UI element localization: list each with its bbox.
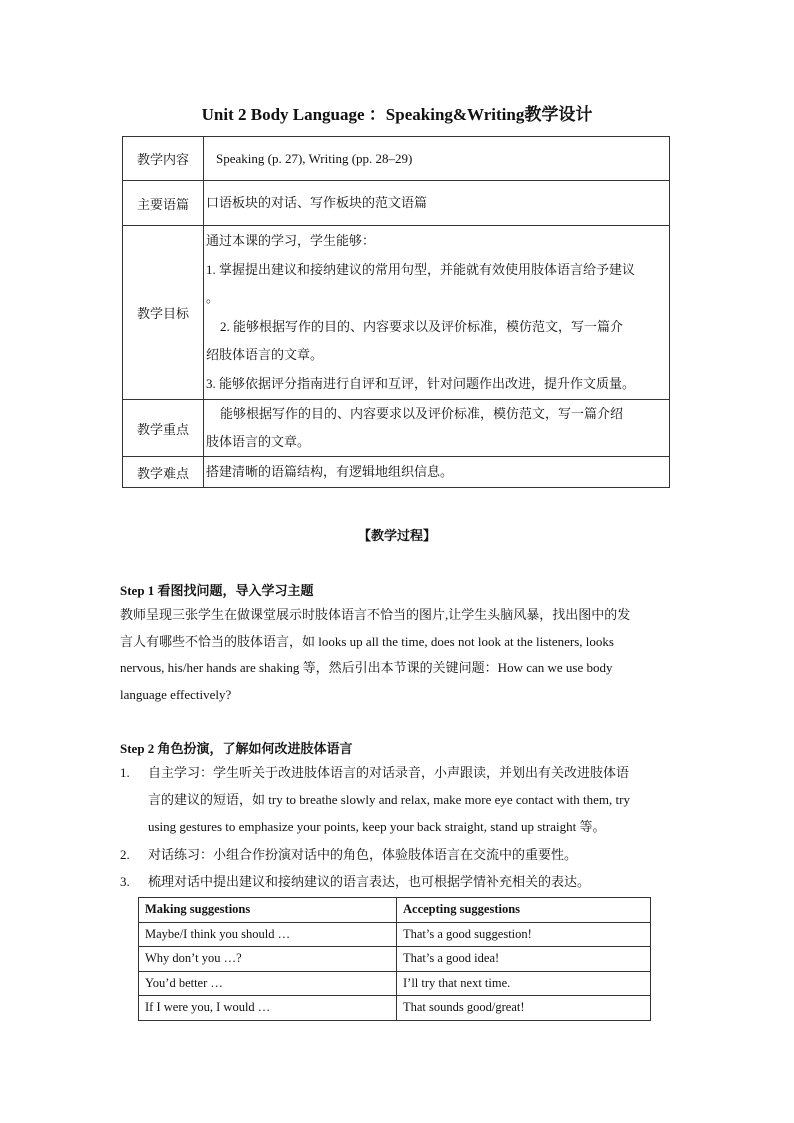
objectives-intro: 通过本课的学习，学生能够： (206, 233, 376, 248)
step2-item1-line2: 言的建议的短语，如 try to breathe slowly and relax, make more eye contact with them, try (148, 792, 630, 807)
content-text: Speaking (p. 27), Writing (pp. 28–29) (216, 150, 413, 166)
objective-1: 1. 掌握提出建议和接纳建议的常用句型，并能就有效使用肢体语言给予建议 (206, 261, 636, 277)
key-points-line2: 肢体语言的文章。 (206, 434, 311, 449)
key-points-value (204, 400, 670, 457)
accepting-cell: That’s a good idea! (397, 947, 651, 972)
step1-line3: nervous, his/her hands are shaking 等，然后引出本节课的关键问题：How can we use body (120, 660, 613, 675)
objective-3: 3. 能够依据评分指南进行自评和互评，针对问题作出改进，提升作文质量。 (206, 375, 636, 391)
content-value (204, 137, 670, 181)
step2-item2: 对话练习：小组合作扮演对话中的角色，体验肢体语言在交流中的重要性。 (148, 847, 578, 862)
header-accepting: Accepting suggestions (397, 898, 651, 923)
table-row (139, 971, 651, 996)
table-row (123, 181, 670, 226)
table-row (123, 457, 670, 488)
difficulties-label: 教学难点 (123, 457, 204, 488)
step2-item3-number: 3. (120, 874, 130, 889)
table-header-row (139, 898, 651, 923)
step1-title: Step 1 看图找问题，导入学习主题 (120, 583, 314, 598)
accepting-cell: That’s a good suggestion! (397, 922, 651, 947)
step1-paragraph (120, 602, 676, 708)
suggestions-table (138, 897, 651, 1021)
step1-line2: 言人有哪些不恰当的肢体语言，如 looks up all the time, does not look at the listeners, looks (120, 633, 614, 649)
step2-item2-number: 2. (120, 847, 130, 862)
step2-item1-number: 1. (120, 765, 130, 780)
making-cell: You’d better … (139, 971, 397, 996)
objective-2: 2. 能够根据写作的目的、内容要求以及评价标准，模仿范文，写一篇介 (220, 318, 624, 334)
objective-2-wrap: 绍肢体语言的文章。 (206, 347, 324, 362)
process-title: 【教学过程】 (357, 528, 436, 543)
lesson-info-table (122, 136, 670, 488)
table-row (123, 226, 670, 400)
objectives-label: 教学目标 (123, 226, 204, 400)
making-cell: Maybe/I think you should … (139, 922, 397, 947)
key-points-line1: 能够根据写作的目的、内容要求以及评价标准，模仿范文，写一篇介绍 (220, 406, 624, 421)
objectives-value (204, 226, 670, 400)
objective-1-wrap: 。 (206, 290, 220, 305)
step2-item1-line3: using gestures to emphasize your points, keep your back straight, stand up straight 等。 (148, 819, 606, 834)
content-label: 教学内容 (123, 137, 204, 181)
texts-value: 口语板块的对话、写作板块的范文语篇 (204, 181, 670, 226)
making-cell: Why don’t you …? (139, 947, 397, 972)
accepting-cell: I’ll try that next time. (397, 971, 651, 996)
table-row (139, 922, 651, 947)
accepting-cell: That sounds good/great! (397, 996, 651, 1021)
step1-line4: language effectively? (120, 686, 232, 702)
header-making: Making suggestions (139, 898, 397, 923)
step2-item1 (148, 759, 676, 840)
table-row (123, 137, 670, 181)
step2-title: Step 2 角色扮演，了解如何改进肢体语言 (120, 741, 353, 756)
key-points-label: 教学重点 (123, 400, 204, 457)
difficulties-value: 搭建清晰的语篇结构，有逻辑地组织信息。 (204, 457, 670, 488)
table-row (139, 996, 651, 1021)
table-row (123, 400, 670, 457)
texts-label: 主要语篇 (123, 181, 204, 226)
table-row (139, 947, 651, 972)
step1-line1: 教师呈现三张学生在做课堂展示时肢体语言不恰当的图片,让学生头脑风暴，找出图中的发 (120, 607, 631, 622)
step2-item3: 梳理对话中提出建议和接纳建议的语言表达，也可根据学情补充相关的表达。 (148, 874, 591, 889)
page-title: Unit 2 Body Language ：Speaking&Writing教学设计 (201, 105, 593, 124)
step2-item1-line1: 自主学习：学生听关于改进肢体语言的对话录音，小声跟读，并划出有关改进肢体语 (148, 765, 630, 780)
making-cell: If I were you, I would … (139, 996, 397, 1021)
